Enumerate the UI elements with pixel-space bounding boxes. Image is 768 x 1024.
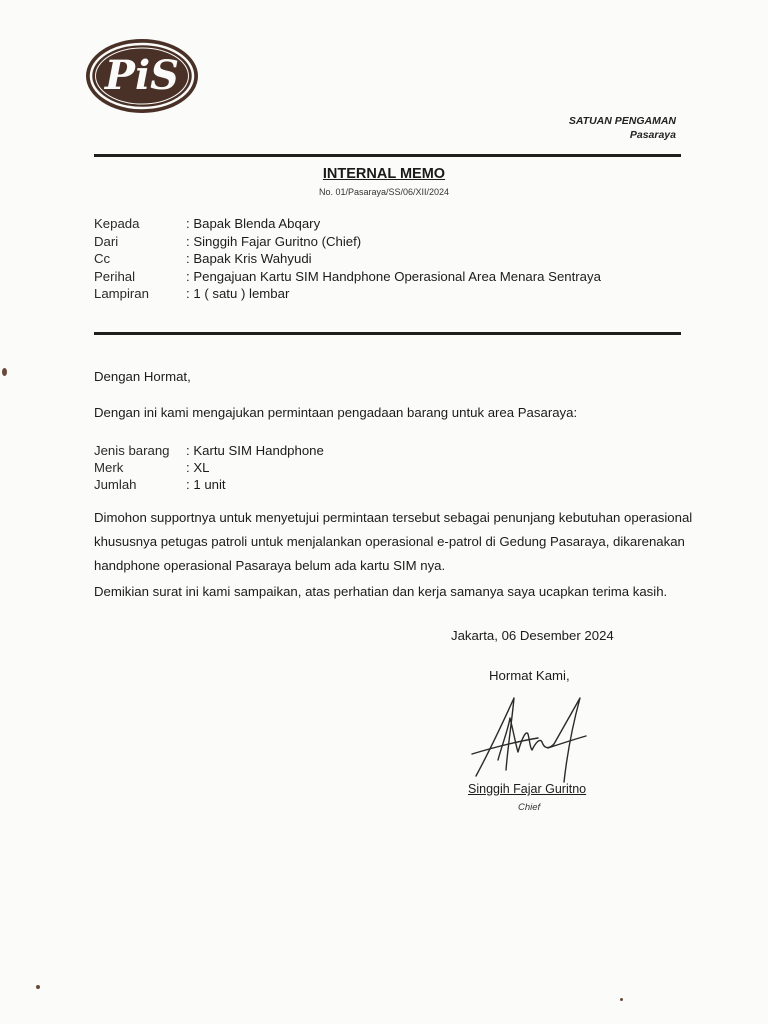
field-row xyxy=(94,233,601,251)
item-label: Merk xyxy=(94,460,124,475)
signer-role: Chief xyxy=(518,802,541,813)
field-label: Dari xyxy=(94,233,119,249)
field-value: : Singgih Fajar Guritno (Chief) xyxy=(186,233,362,249)
handwritten-signature xyxy=(468,690,598,786)
unit-header xyxy=(569,114,676,142)
item-value: : Kartu SIM Handphone xyxy=(186,443,324,458)
field-value: : Bapak Kris Wahyudi xyxy=(186,251,312,266)
field-label: Lampiran xyxy=(94,286,149,301)
field-label: Perihal xyxy=(94,268,136,284)
greeting: Dengan Hormat, xyxy=(94,369,191,384)
fields-divider xyxy=(94,332,681,335)
unit-location: Pasaraya xyxy=(629,129,676,141)
field-label: Cc xyxy=(94,251,111,266)
scan-speck xyxy=(2,368,7,376)
item-row xyxy=(94,442,324,459)
field-row xyxy=(94,268,601,286)
unit-name: SATUAN PENGAMAN xyxy=(568,115,676,127)
logo-lettering: PiS xyxy=(104,52,180,99)
request-paragraph xyxy=(94,506,694,578)
closing-paragraph: Demikian surat ini kami sampaikan, atas perhatian dan kerja samanya saya ucapkan terima kasih. xyxy=(94,584,668,599)
closing-salutation: Hormat Kami, xyxy=(489,668,570,683)
field-row xyxy=(94,285,601,303)
intro-paragraph: Dengan ini kami mengajukan permintaan pengadaan barang untuk area Pasaraya: xyxy=(94,405,578,420)
item-row xyxy=(94,476,324,493)
field-label: Kepada xyxy=(94,216,140,231)
place-date: Jakarta, 06 Desember 2024 xyxy=(451,628,614,643)
memo-number: No. 01/Pasaraya/SS/06/XII/2024 xyxy=(318,187,450,197)
item-label: Jumlah xyxy=(94,477,137,492)
field-value: : Bapak Blenda Abqary xyxy=(186,216,321,231)
item-value: : 1 unit xyxy=(186,477,226,492)
field-value: : Pengajuan Kartu SIM Handphone Operasional Area Menara Sentraya xyxy=(186,268,601,284)
scan-speck xyxy=(620,998,623,1001)
item-label: Jenis barang xyxy=(94,443,170,458)
item-value: : XL xyxy=(186,460,210,475)
field-row xyxy=(94,215,601,233)
request-line: handphone operasional Pasaraya belum ada kartu SIM nya. xyxy=(94,558,446,573)
header-divider xyxy=(94,154,681,157)
scan-speck xyxy=(36,985,40,989)
pis-logo xyxy=(84,37,200,115)
item-row xyxy=(94,459,324,476)
memo-title: INTERNAL MEMO xyxy=(322,166,446,182)
field-row xyxy=(94,250,601,268)
item-list xyxy=(94,442,324,493)
request-line: khususnya petugas patroli untuk menjalankan operasional e-patrol di Gedung Pasaraya, dikarenakan xyxy=(94,534,685,549)
signer-name: Singgih Fajar Guritno xyxy=(468,782,587,796)
field-value: : 1 ( satu ) lembar xyxy=(186,286,290,301)
memo-fields xyxy=(94,215,601,303)
request-line: Dimohon supportnya untuk menyetujui permintaan tersebut sebagai penunjang kebutuhan operasional xyxy=(94,510,693,525)
